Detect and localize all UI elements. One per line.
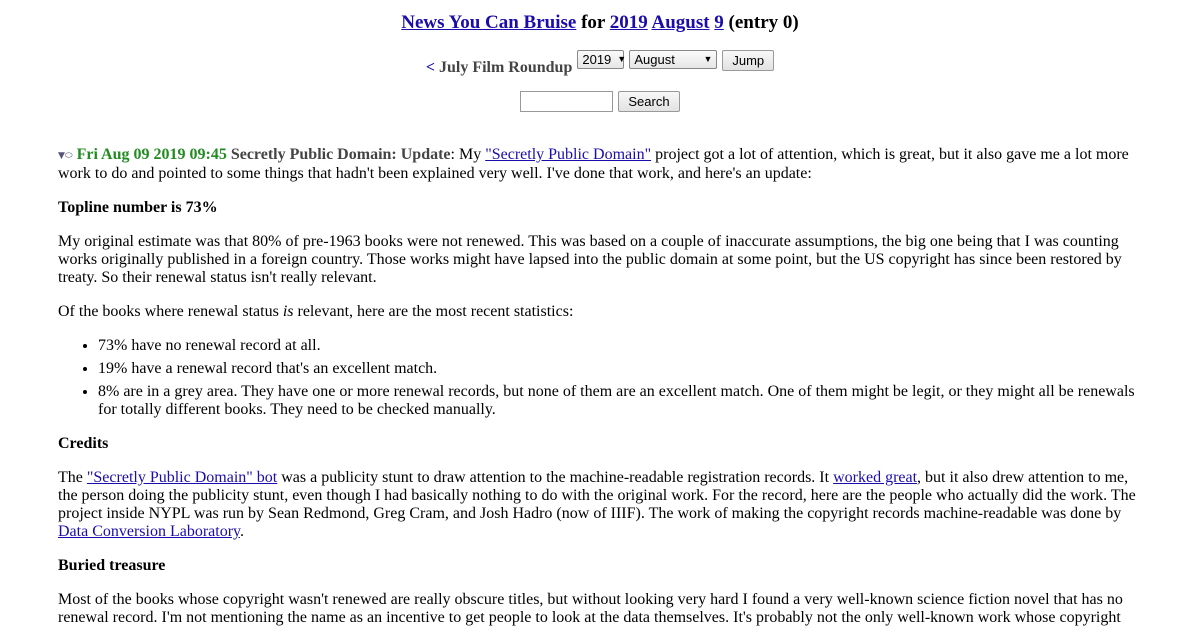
- data-conversion-lab-link[interactable]: Data Conversion Laboratory: [58, 523, 241, 540]
- month-select-value: August: [634, 52, 675, 67]
- intro-pre: : My: [450, 146, 482, 163]
- credits-post: , but it also drew attention to me, the person doing the publicity stunt, even though I had basically nothing to do with the original work. For the record, here are the people who actually did the work. The project inside NYPL was run by Sean Redmond, Greg Cram, and Josh Hadro (now of IIIF). The work of making the copyright records machine-readable was done by: [58, 469, 1136, 522]
- search-input[interactable]: [520, 91, 613, 112]
- post-date: Fri Aug 09 2019 09:45: [76, 146, 227, 163]
- paragraph-credits: [58, 469, 1143, 541]
- stats-emphasis: is: [282, 303, 294, 320]
- section-heading-credits: Credits: [58, 435, 109, 452]
- date-nav: [0, 50, 1200, 77]
- statistics-list: [58, 337, 1143, 419]
- jump-button[interactable]: Jump: [722, 50, 774, 71]
- post-title: Secretly Public Domain: Update: [230, 146, 451, 163]
- comment-bubble-icon[interactable]: ⬭: [64, 151, 73, 161]
- list-item: • 8% are in a grey area. They have one or more renewal records, but none of them are an excellent match. One of them might be legit, or they might all be renewals for totally different books. They need to be checked manually.: [98, 383, 1143, 419]
- entry-text: (entry 0): [728, 12, 799, 33]
- search-bar: [0, 91, 1200, 112]
- post-content: [58, 146, 1143, 643]
- section-heading-topline: Topline number is 73%: [58, 199, 218, 216]
- credits-mid: was a publicity stunt to draw attention to the machine-readable registration records. It: [281, 469, 830, 486]
- month-select[interactable]: [629, 50, 717, 69]
- search-button[interactable]: Search: [618, 91, 679, 112]
- stats-pre: Of the books where renewal status: [58, 303, 279, 320]
- for-text: for: [581, 12, 606, 33]
- intro-post: project got a lot of attention, which is great, but it also gave me a lot more work to do and pointed to some things that hadn't been explained very well. I've done that work, and here's an update:: [58, 146, 1129, 182]
- post-intro: [58, 146, 1143, 183]
- year-select[interactable]: [577, 50, 627, 69]
- credits-end: .: [240, 523, 245, 540]
- masthead: [0, 12, 1200, 34]
- stats-post: relevant, here are the most recent statistics:: [297, 303, 574, 320]
- bot-link[interactable]: "Secretly Public Domain" bot: [86, 469, 278, 486]
- list-item: • 19% have a renewal record that's an excellent match.: [98, 360, 1143, 378]
- prev-arrow: <: [425, 59, 435, 76]
- paragraph-buried-treasure: Most of the books whose copyright wasn't renewed are really obscure titles, but without looking very hard I found a very well-known science fiction novel that has no renewal record. I'm not mentioning the name as an incentive to get people to look at the data themselves. It's probably not the only well-known work whose copyright: [58, 591, 1123, 626]
- credits-pre: The: [58, 469, 83, 486]
- year-link[interactable]: 2019: [609, 12, 648, 33]
- year-select-value: 2019: [582, 52, 612, 67]
- dropdown-arrow-icon: ▼: [617, 54, 627, 64]
- dropdown-arrow-icon: ▼: [703, 54, 713, 64]
- prev-entry-label: July Film Roundup: [438, 59, 573, 76]
- worked-great-link[interactable]: worked great: [833, 469, 918, 486]
- site-name-link[interactable]: News You Can Bruise: [401, 12, 577, 33]
- prev-entry-link[interactable]: [426, 59, 573, 77]
- month-link[interactable]: August: [651, 12, 710, 33]
- secretly-public-domain-link[interactable]: "Secretly Public Domain": [485, 146, 652, 163]
- section-heading-buried-treasure: Buried treasure: [58, 557, 166, 574]
- paragraph-estimate: My original estimate was that 80% of pre-1963 books were not renewed. This was based on a couple of inaccurate assumptions, the big one being that I was counting works originally published in a foreign country. Those works might have lapsed into the public domain at some point, but the US copyright has since been restored by treaty. So their renewal status isn't really relevant.: [58, 233, 1122, 286]
- day-link[interactable]: 9: [714, 12, 724, 33]
- list-item: • 73% have no renewal record at all.: [98, 337, 1143, 355]
- paragraph-statistics: [58, 303, 1143, 321]
- down-arrow-icon[interactable]: ▼: [58, 151, 65, 161]
